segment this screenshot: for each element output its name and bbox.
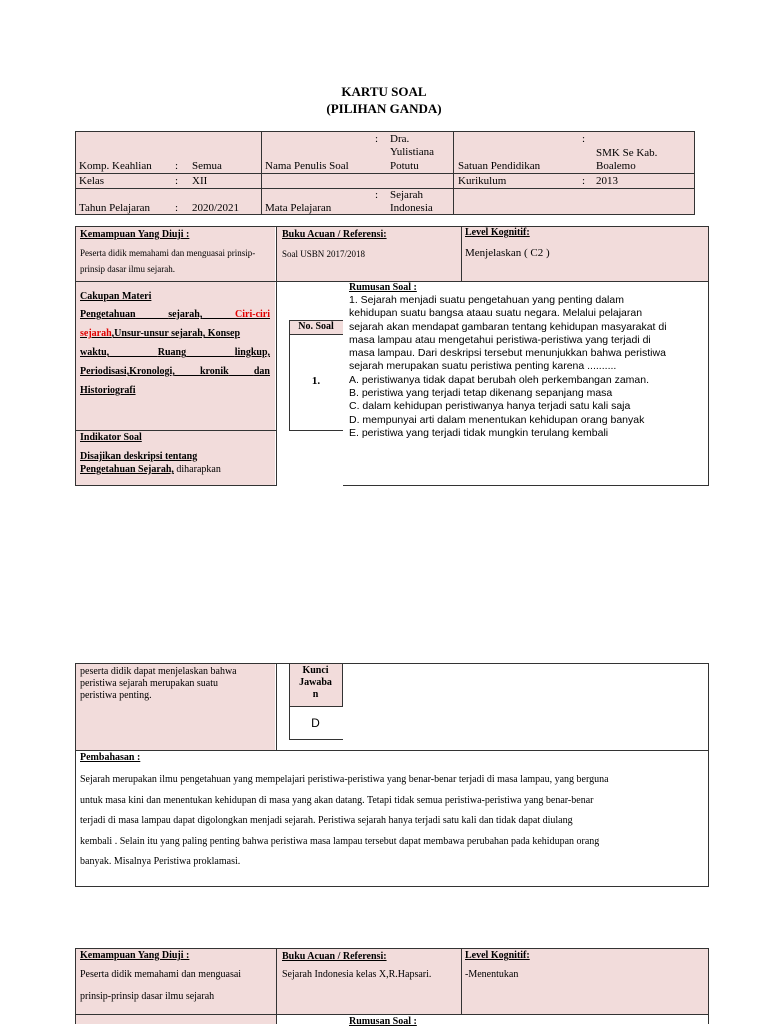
card1-left-bottom (75, 485, 277, 486)
mapel-value: Indonesia (390, 202, 433, 214)
option-e: E. peristiwa yang terjadi tidak mungkin terulang kembali (349, 426, 609, 439)
card2-left-column (76, 1015, 276, 1024)
level-label: Level Kognitif: (465, 950, 530, 961)
colon: : (175, 175, 179, 187)
mapel-value: Sejarah (390, 189, 423, 201)
satuan-value: Boalemo (596, 160, 636, 172)
kemampuan-text: prinsip dasar ilmu sejarah. (80, 264, 175, 274)
colon: : (175, 202, 179, 214)
satuan-label: Satuan Pendidikan (458, 160, 541, 172)
card1-cont-divider (276, 663, 277, 751)
penulis-label: Nama Penulis Soal (265, 160, 349, 172)
no-soal-line (289, 334, 343, 335)
colon: : (582, 133, 586, 145)
buku-label: Buku Acuan / Referensi: (282, 951, 387, 962)
level-text: -Menentukan (465, 969, 519, 980)
tahun-label: Tahun Pelajaran (79, 202, 151, 214)
satuan-value: SMK Se Kab. (596, 147, 658, 159)
komp-label: Komp. Keahlian (79, 160, 152, 172)
pembahasan-top (75, 750, 709, 751)
kemampuan-text: Peserta didik memahami dan menguasai (80, 969, 242, 980)
cakupan-text: Pengetahuan sejarah, Ciri-ciri sejarah,Unsur-unsur sejarah, Konsep waktu, Ruang lingkup, Periodisasi,Kronologi, kronik dan Historiografi (80, 309, 271, 396)
kelas-label: Kelas (79, 175, 105, 187)
buku-text: Sejarah Indonesia kelas X,R.Hapsari. (282, 969, 432, 980)
card1-divider (276, 226, 277, 486)
card1-right-border (708, 281, 709, 486)
komp-value: Semua (192, 160, 222, 172)
option-d: D. mempunyai arti dalam menentukan kehidupan orang banyak (349, 413, 645, 426)
kunci-line (289, 739, 343, 740)
pembahasan-label: Pembahasan : (80, 752, 141, 763)
indikator-text: Disajikan deskripsi tentang (80, 451, 198, 462)
colon: : (582, 175, 586, 187)
penulis-value: Dra. (390, 133, 410, 145)
option-c: C. dalam kehidupan peristiwanya hanya terjadi satu kali saja (349, 400, 631, 413)
tahun-value: 2020/2021 (192, 202, 240, 214)
no-soal-value: 1. (311, 375, 321, 387)
kemampuan-text: prinsip-prinsip dasar ilmu sejarah (80, 991, 215, 1002)
card1-left-border (75, 281, 76, 486)
kurikulum-label: Kurikulum (458, 175, 507, 187)
header-row-line (75, 188, 695, 189)
card1-divider (461, 226, 462, 282)
level-label: Level Kognitif: (465, 227, 530, 238)
rumusan-label: Rumusan Soal : (349, 1016, 417, 1027)
card1-right-bottom (343, 485, 709, 486)
no-soal-line (289, 430, 343, 431)
kurikulum-value: 2013 (596, 175, 618, 187)
cakupan-label: Cakupan Materi (80, 291, 152, 302)
kemampuan-label: Kemampuan Yang Diuji : (80, 229, 190, 240)
rumusan-label: Rumusan Soal : (349, 282, 417, 293)
indikator-label: Indikator Soal (80, 432, 142, 443)
option-b: B. peristiwa yang terjadi tetap dikenang sepanjang masa (349, 387, 613, 400)
no-soal-label: No. Soal (298, 321, 334, 332)
level-text: Menjelaskan ( C2 ) (465, 247, 550, 259)
kunci-line (342, 663, 343, 706)
colon: : (375, 133, 379, 145)
kunci-label: Kunci Jawaba n (299, 665, 332, 700)
kunci-line (289, 706, 343, 707)
card2-divider (461, 948, 462, 1015)
kelas-value: XII (192, 175, 208, 187)
indikator-cont-text: peserta didik dapat menjelaskan bahwa peristiwa sejarah merupakan suatu peristiwa penting. (80, 666, 237, 701)
mapel-label: Mata Pelajaran (265, 202, 332, 214)
card2-divider (276, 948, 277, 1024)
header-row-line (75, 173, 695, 174)
kemampuan-label: Kemampuan Yang Diuji : (80, 950, 190, 961)
kemampuan-text: Peserta didik memahami dan menguasai prinsip- (80, 248, 256, 258)
page-subtitle: (PILIHAN GANDA) (326, 101, 442, 116)
kunci-value: D (311, 716, 320, 730)
colon: : (375, 189, 379, 201)
cakupan-bottom (75, 430, 277, 431)
buku-text: Soal USBN 2017/2018 (282, 249, 366, 259)
penulis-value: Yulistiana (390, 146, 434, 158)
option-a: A. peristiwanya tidak dapat berubah oleh perkembangan zaman. (349, 373, 650, 386)
pembahasan-text: Sejarah merupakan ilmu pengetahuan yang mempelajari peristiwa-peristiwa yang benar-benar terjadi di masa lampau, yang berguna untuk masa kini dan menentukan kehidupan di masa yang akan datang. Tetapi tidak semua peristiwa-peristiwa yang benar-benar terjadi di masa lampau dapat digolongkan menjadi sejarah. Peristiwa sejarah hanya terjadi satu kali dan tidak dapat diulang kembali . Selain itu yang paling penting bahwa peristiwa masa lampau tersebut dapat membawa perubahan pada kehidupan orang banyak. Misalnya Peristiwa proklamasi. (80, 774, 609, 868)
indikator-text: Pengetahuan Sejarah, diharapkan (80, 464, 221, 475)
card2-right-border (708, 1014, 709, 1024)
buku-label: Buku Acuan / Referensi: (282, 229, 387, 240)
penulis-value: Potutu (390, 160, 419, 172)
question-text: 1. Sejarah menjadi suatu pengetahuan yang penting dalam kehidupan suatu bangsa ataau suatu negara. Melalui pelajaran sejarah akan mendapat gambaran tentang kehidupan masyarakat di masa lampau atau mengetahui peristiwa-peristiwa yang terjadi di masa lampau. Dari deskripsi tersebut menunjukkan bahwa peristiwa sejarah merupakan suatu peristiwa penting karena .......... A. peristiwanya tidak dapat berubah oleh perkembangan zaman. B. peristiwa yang terjadi tetap dikenang sepanjang masa C. dalam kehidupan peristiwanya hanya terjadi satu kali saja D. mempunyai arti dalam menentukan kehidupan orang banyak E. peristiwa yang terjadi tidak mungkin terulang kembali (349, 294, 667, 439)
colon: : (175, 160, 179, 172)
page-title: KARTU SOAL (341, 84, 427, 99)
